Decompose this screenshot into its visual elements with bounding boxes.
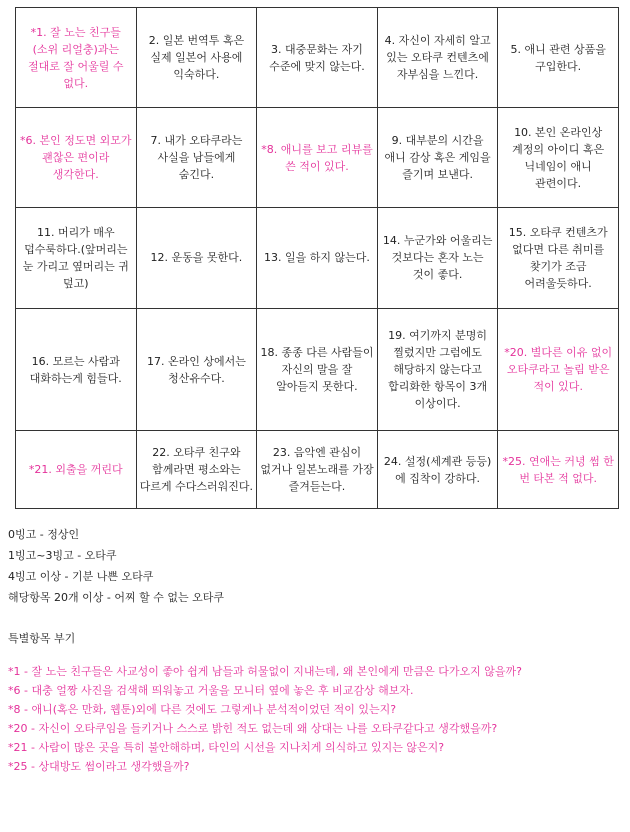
bingo-cell: 22. 오타쿠 친구와 함께라면 평소와는 다르게 수다스러워진다. — [136, 431, 257, 509]
bingo-row — [16, 8, 619, 108]
bingo-cell: 18. 종종 다른 사람들이 자신의 말을 잘 알아듣지 못한다. — [257, 308, 378, 431]
bingo-row — [16, 431, 619, 509]
bingo-cell: 19. 여기까지 분명히 찔렸지만 그럼에도 해당하지 않는다고 합리화한 항목이 3개 이상이다. — [377, 308, 498, 431]
bingo-grid — [15, 7, 619, 509]
bingo-cell: 14. 누군가와 어울리는 것보다는 혼자 노는 것이 좋다. — [377, 208, 498, 308]
bingo-cell: 3. 대중문화는 자기 수준에 맞지 않는다. — [257, 8, 378, 108]
bingo-cell: 15. 오타쿠 컨텐츠가 없다면 다른 취미를 찾기가 조금 어려울듯하다. — [498, 208, 619, 308]
bingo-cell: 11. 머리가 매우 덥수룩하다.(앞머리는 눈 가리고 옆머리는 귀 덮고) — [16, 208, 137, 308]
bingo-row — [16, 208, 619, 308]
special-note: *6 - 대충 얼짱 사진을 검색해 띄워놓고 거울을 모니터 옆에 놓은 후 비교감상 해보자. — [8, 684, 414, 697]
bingo-cell: 10. 본인 온라인상 계정의 아이디 혹은 닉네임이 애니 관련이다. — [498, 108, 619, 208]
bingo-cell: 7. 내가 오타쿠라는 사실을 남들에게 숨긴다. — [136, 108, 257, 208]
special-note: *1 - 잘 노는 친구들은 사교성이 좋아 쉽게 남들과 허물없이 지내는데, 왜 본인에게 만큼은 다가오지 않을까? — [8, 665, 522, 678]
special-note: *21 - 사람이 많은 곳을 특히 불안해하며, 타인의 시선을 지나치게 의식하고 있지는 않은지? — [8, 741, 445, 754]
bingo-cell: 16. 모르는 사람과 대화하는게 힘들다. — [16, 308, 137, 431]
legend-line: 해당항목 20개 이상 - 어찌 할 수 없는 오타쿠 — [8, 591, 224, 604]
bingo-cell: 24. 설정(세계관 등등)에 집착이 강하다. — [377, 431, 498, 509]
bingo-row — [16, 108, 619, 208]
bingo-cell: 17. 온라인 상에서는 청산유수다. — [136, 308, 257, 431]
bingo-cell: *6. 본인 정도면 외모가 괜찮은 편이라 생각한다. — [16, 108, 137, 208]
bingo-cell: 5. 애니 관련 상품을 구입한다. — [498, 8, 619, 108]
bingo-cell: 4. 자신이 자세히 알고 있는 오타쿠 컨텐츠에 자부심을 느낀다. — [377, 8, 498, 108]
bingo-cell: 2. 일본 번역투 혹은 실제 일본어 사용에 익숙하다. — [136, 8, 257, 108]
special-items-heading: 특별항목 부기 — [8, 632, 76, 645]
bingo-cell: *1. 잘 노는 친구들(소위 리얼충)과는 절대로 잘 어울릴 수 없다. — [16, 8, 137, 108]
bingo-cell: *25. 연애는 커녕 썸 한 번 타본 적 없다. — [498, 431, 619, 509]
bingo-cell: *8. 애니를 보고 리뷰를 쓴 적이 있다. — [257, 108, 378, 208]
bingo-cell: 13. 일을 하지 않는다. — [257, 208, 378, 308]
bingo-cell: *20. 별다른 이유 없이 오타쿠라고 놀림 받은 적이 있다. — [498, 308, 619, 431]
special-note: *25 - 상대방도 썸이라고 생각했을까? — [8, 760, 190, 773]
bingo-cell: 12. 운동을 못한다. — [136, 208, 257, 308]
legend-line: 4빙고 이상 - 기분 나쁜 오타쿠 — [8, 570, 154, 583]
bingo-cell: 23. 음악엔 관심이 없거나 일본노래를 가장 즐겨듣는다. — [257, 431, 378, 509]
score-legend — [8, 526, 224, 610]
legend-line: 0빙고 - 정상인 — [8, 528, 80, 541]
bingo-row — [16, 308, 619, 431]
special-notes — [8, 662, 620, 776]
legend-line: 1빙고~3빙고 - 오타쿠 — [8, 549, 117, 562]
special-note: *8 - 애니(혹은 만화, 웹툰)외에 다른 것에도 그렇게나 분석적이었던 적이 있는지? — [8, 703, 397, 716]
bingo-cell: 9. 대부분의 시간을 애니 감상 혹은 게임을 즐기며 보낸다. — [377, 108, 498, 208]
bingo-cell: *21. 외출을 꺼린다 — [16, 431, 137, 509]
special-note: *20 - 자신이 오타쿠임을 들키거나 스스로 밝힌 적도 없는데 왜 상대는 나를 오타쿠같다고 생각했을까? — [8, 722, 498, 735]
